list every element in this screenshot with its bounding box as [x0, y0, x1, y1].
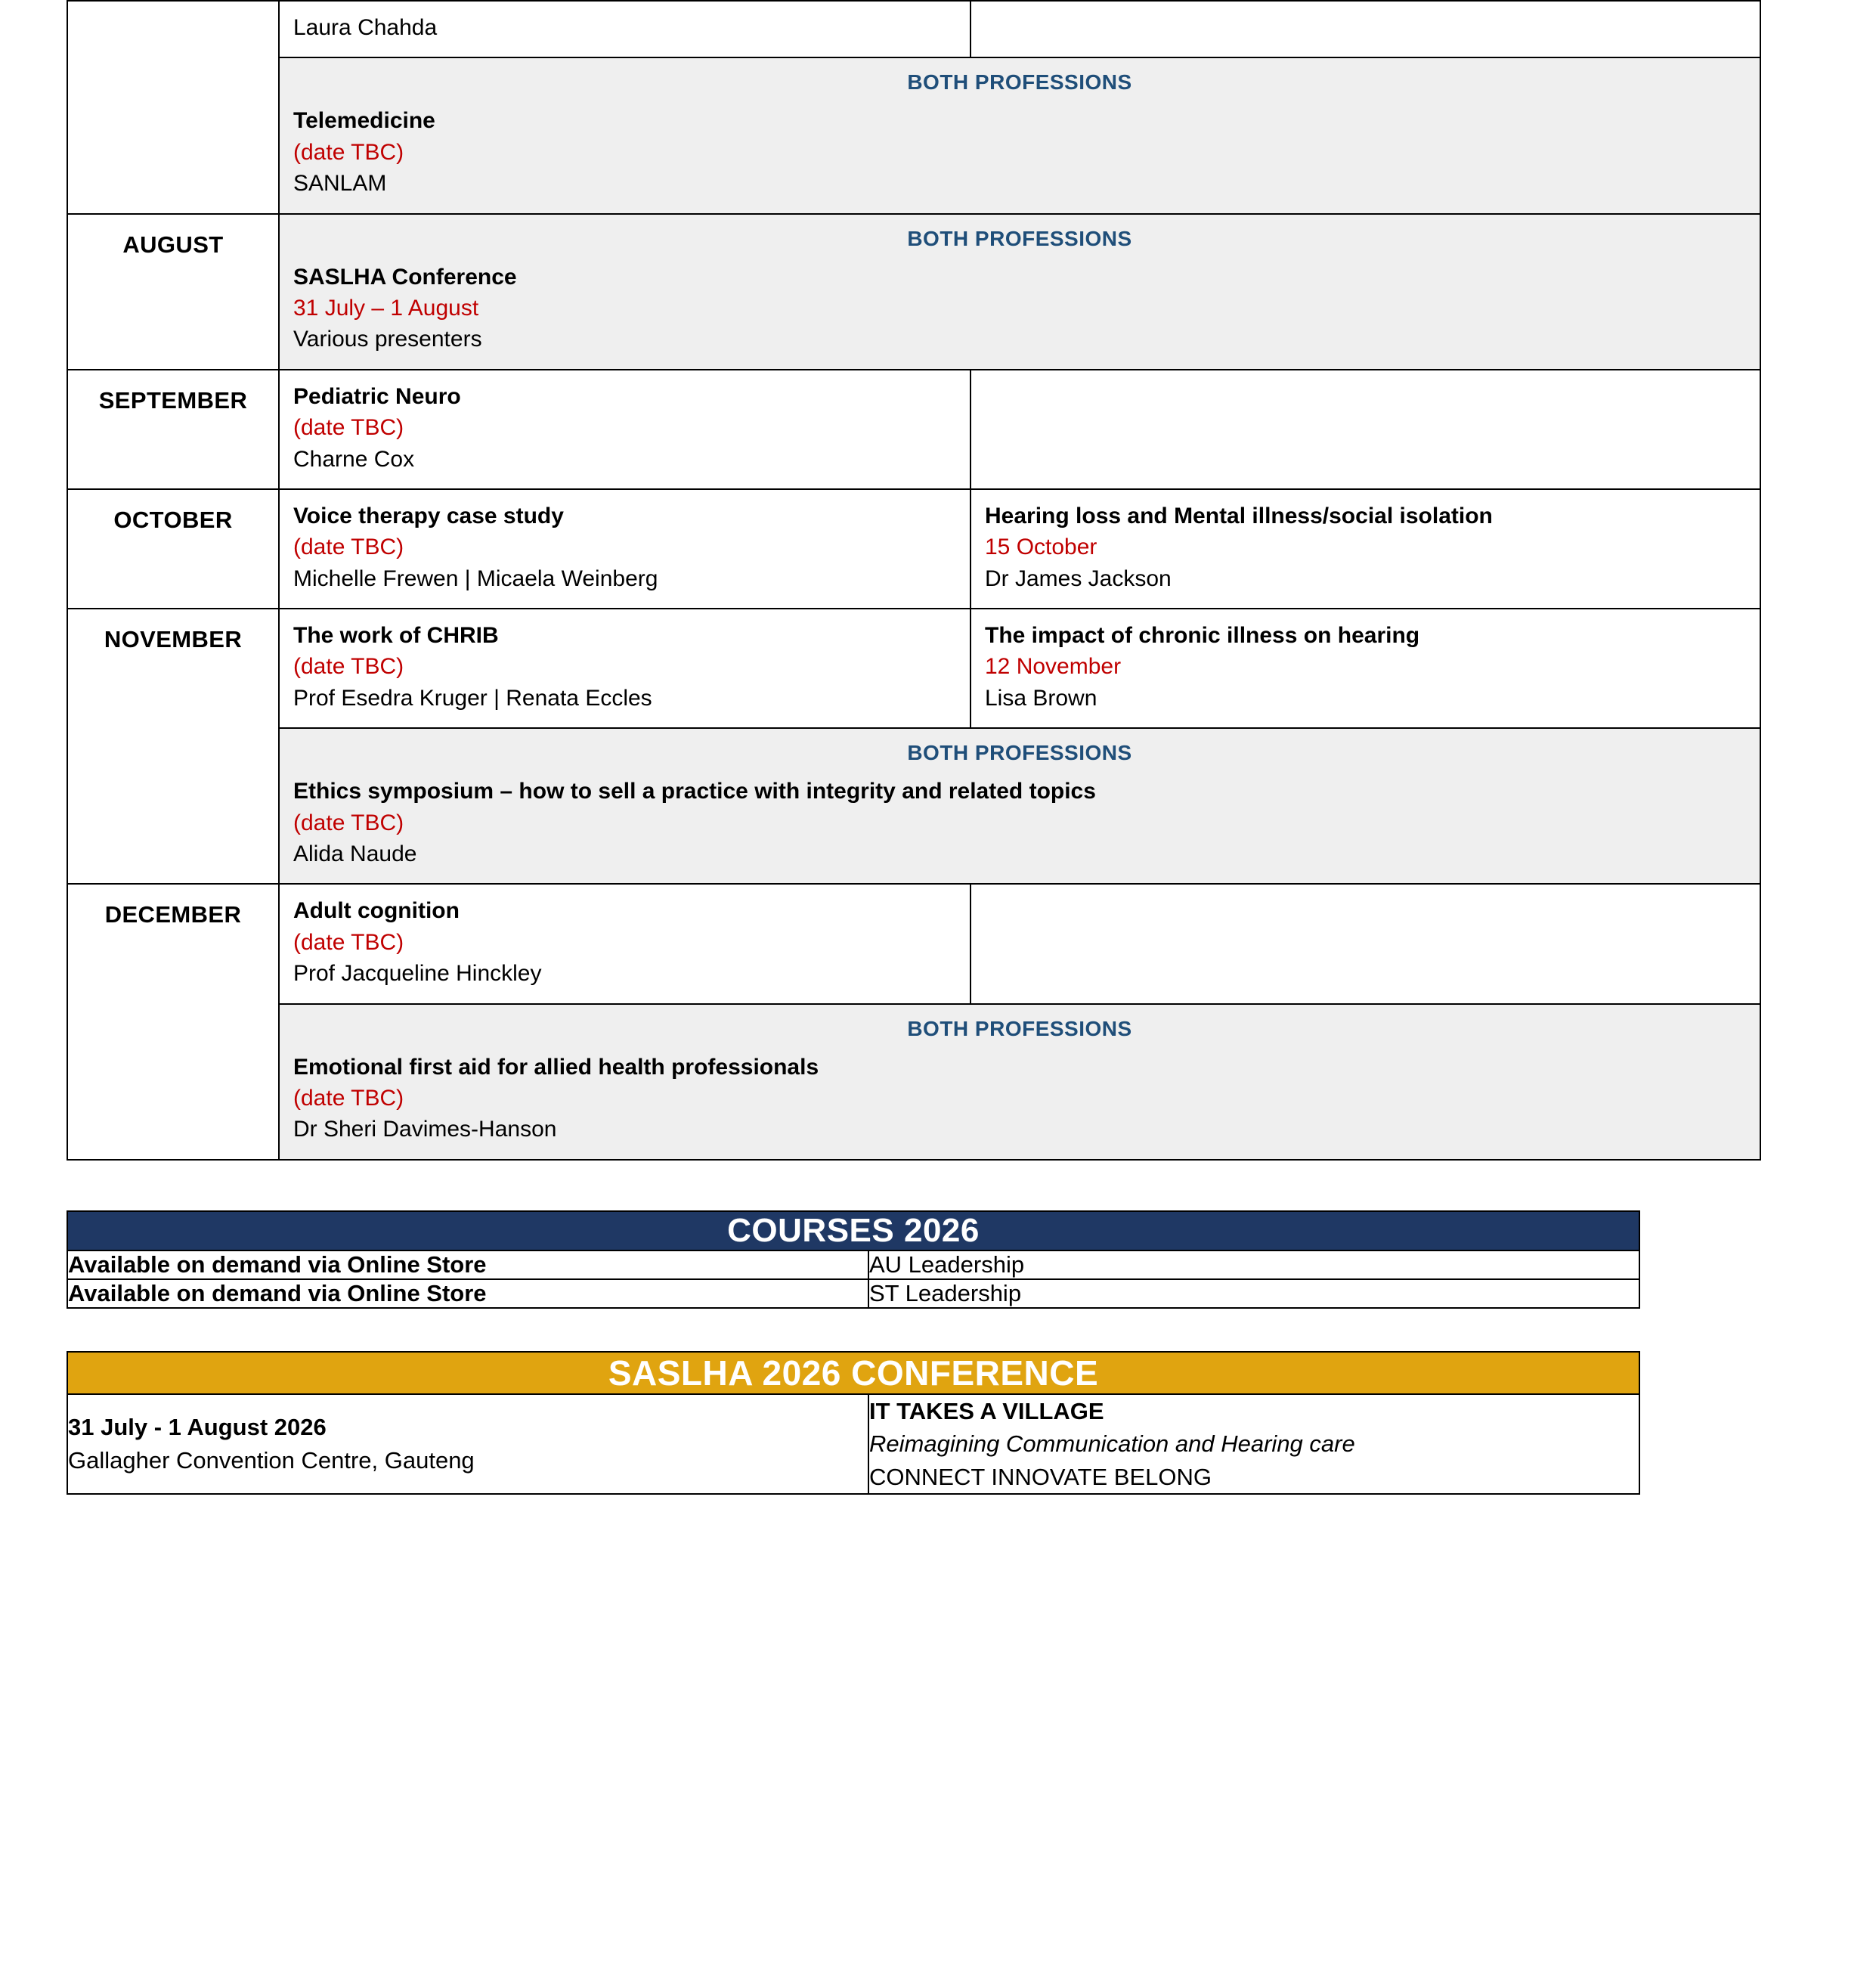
courses-heading-row	[67, 1211, 1639, 1250]
month-cell-empty	[67, 1, 279, 214]
conference-theme-subtitle: Reimagining Communication and Hearing care	[869, 1430, 1355, 1458]
table-row	[67, 370, 1760, 489]
event-title: Pediatric Neuro	[293, 383, 461, 409]
conference-theme-cell	[868, 1394, 1639, 1494]
event-cell-right	[971, 489, 1760, 609]
event-date: 12 November	[985, 654, 1122, 680]
table-row	[67, 57, 1760, 213]
event-cell-left	[279, 609, 971, 728]
event-title: Telemedicine	[293, 108, 435, 134]
table-row	[67, 1004, 1760, 1160]
table-row	[67, 489, 1760, 609]
event-cell-right	[971, 370, 1760, 489]
both-professions-label: BOTH PROFESSIONS	[907, 741, 1132, 765]
event-cell-left	[279, 370, 971, 489]
conference-theme-title: IT TAKES A VILLAGE	[869, 1397, 1104, 1424]
table-row	[67, 1394, 1639, 1494]
section-spacer	[67, 1309, 1787, 1351]
conference-venue: Gallagher Convention Centre, Gauteng	[68, 1446, 475, 1474]
event-presenter: Charne Cox	[293, 446, 415, 472]
conference-details-cell	[67, 1394, 868, 1494]
month-label: OCTOBER	[113, 506, 233, 533]
event-presenter: Lisa Brown	[985, 685, 1097, 711]
event-date: (date TBC)	[293, 415, 404, 441]
month-cell-september	[67, 370, 279, 489]
table-row	[67, 1279, 1639, 1308]
both-professions-label: BOTH PROFESSIONS	[907, 1016, 1132, 1040]
event-title: Ethics symposium – how to sell a practice with integrity and related topics	[293, 779, 1096, 804]
table-row	[67, 1250, 1639, 1279]
event-date: (date TBC)	[293, 1085, 404, 1111]
both-professions-cell	[279, 57, 1760, 213]
event-presenter: Prof Esedra Kruger | Renata Eccles	[293, 685, 652, 711]
event-title: Emotional first aid for allied health professionals	[293, 1054, 819, 1080]
event-presenter: Alida Naude	[293, 841, 417, 867]
event-presenter: Dr Sheri Davimes-Hanson	[293, 1117, 557, 1142]
event-presenter: Dr James Jackson	[985, 566, 1172, 591]
course-availability: Available on demand via Online Store	[67, 1279, 868, 1308]
event-presenter: Laura Chahda	[293, 15, 438, 40]
courses-heading: COURSES 2026	[67, 1211, 1639, 1250]
event-title: Voice therapy case study	[293, 503, 564, 528]
conference-dates: 31 July - 1 August 2026	[68, 1414, 327, 1441]
event-date: 15 October	[985, 535, 1097, 560]
schedule-table	[67, 0, 1761, 1161]
event-date: (date TBC)	[293, 139, 404, 165]
section-spacer	[67, 1161, 1787, 1210]
event-date: (date TBC)	[293, 810, 404, 835]
table-row	[67, 609, 1760, 728]
month-cell-august	[67, 214, 279, 370]
event-title: The impact of chronic illness on hearing	[985, 623, 1420, 649]
month-label: NOVEMBER	[104, 626, 243, 653]
event-date: (date TBC)	[293, 535, 404, 560]
month-label: AUGUST	[122, 231, 224, 258]
event-title: SASLHA Conference	[293, 264, 517, 290]
event-title: The work of CHRIB	[293, 623, 499, 649]
month-cell-october	[67, 489, 279, 609]
both-professions-cell	[279, 728, 1760, 884]
course-availability: Available on demand via Online Store	[67, 1250, 868, 1279]
table-row	[67, 1, 1760, 57]
table-row	[67, 884, 1760, 1003]
event-presenter: SANLAM	[293, 171, 387, 197]
courses-table	[67, 1210, 1640, 1309]
conference-heading-row	[67, 1352, 1639, 1394]
month-label: DECEMBER	[104, 901, 242, 928]
course-name: AU Leadership	[868, 1250, 1639, 1279]
event-title: Hearing loss and Mental illness/social isolation	[985, 503, 1493, 528]
event-date: 31 July – 1 August	[293, 295, 479, 321]
event-date: (date TBC)	[293, 929, 404, 955]
month-cell-december	[67, 884, 279, 1159]
event-date: (date TBC)	[293, 654, 404, 680]
both-professions-cell	[279, 1004, 1760, 1160]
event-cell-left	[279, 884, 971, 1003]
event-presenter: Michelle Frewen | Micaela Weinberg	[293, 566, 658, 591]
table-row	[67, 728, 1760, 884]
both-professions-label: BOTH PROFESSIONS	[907, 70, 1132, 95]
month-label: SEPTEMBER	[98, 386, 248, 414]
event-cell-left	[279, 1, 971, 57]
event-cell-left	[279, 489, 971, 609]
event-cell-right	[971, 884, 1760, 1003]
month-cell-november	[67, 609, 279, 884]
event-title: Adult cognition	[293, 898, 460, 924]
both-professions-cell	[279, 214, 1760, 370]
table-row	[67, 214, 1760, 370]
conference-heading: SASLHA 2026 CONFERENCE	[67, 1352, 1639, 1394]
event-presenter: Prof Jacqueline Hinckley	[293, 961, 542, 987]
event-cell-right	[971, 1, 1760, 57]
course-name: ST Leadership	[868, 1279, 1639, 1308]
conference-table	[67, 1351, 1640, 1495]
month-label	[68, 2, 278, 18]
event-cell-right	[971, 609, 1760, 728]
conference-theme-tagline: CONNECT INNOVATE BELONG	[869, 1463, 1212, 1490]
event-presenter: Various presenters	[293, 327, 482, 352]
both-professions-label: BOTH PROFESSIONS	[907, 226, 1132, 250]
